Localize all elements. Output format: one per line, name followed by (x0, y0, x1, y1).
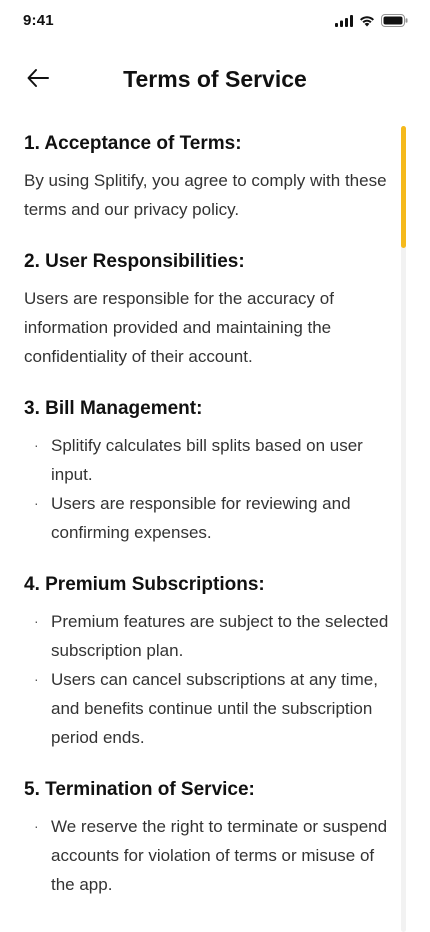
status-bar (0, 0, 430, 44)
bullet-dot: · (34, 818, 39, 834)
section-title: 1. Acceptance of Terms: (24, 133, 242, 154)
scrollbar-thumb[interactable] (401, 126, 406, 248)
list-item (24, 431, 394, 489)
status-icons (335, 14, 408, 27)
bullet-text: Users can cancel subscriptions at any time, and benefits continue until the subscription period ends. (51, 670, 378, 747)
section-acceptance (24, 126, 394, 224)
list-item (24, 607, 394, 665)
section-text: By using Splitify, you agree to comply with these terms and our privacy policy. (24, 171, 387, 219)
list-item (24, 812, 394, 899)
status-time: 9:41 (23, 12, 54, 29)
bullet-dot: · (34, 671, 39, 687)
header (0, 56, 430, 104)
section-title: 5. Termination of Service: (24, 779, 255, 800)
cellular-signal-icon (335, 15, 353, 27)
page-title: Terms of Service (123, 66, 307, 92)
bullet-dot: · (34, 437, 39, 453)
bullet-list (24, 607, 394, 752)
section-premium-subscriptions (24, 567, 394, 752)
bullet-text: We reserve the right to terminate or suspend accounts for violation of terms or misuse of the app. (51, 817, 388, 894)
section-text: Users are responsible for the accuracy of information provided and maintaining the confidentiality of their account. (24, 289, 334, 366)
section-title: 2. User Responsibilities: (24, 251, 245, 272)
section-title: 3. Bill Management: (24, 398, 203, 419)
bullet-dot: · (34, 613, 39, 629)
bullet-dot: · (34, 495, 39, 511)
list-item (24, 665, 394, 752)
bullet-text: Splitify calculates bill splits based on user input. (51, 436, 363, 484)
terms-content[interactable] (24, 126, 394, 932)
list-item (24, 489, 394, 547)
section-user-responsibilities (24, 244, 394, 371)
section-termination (24, 772, 394, 899)
battery-icon (381, 14, 408, 27)
bullet-text: Premium features are subject to the selected subscription plan. (51, 612, 389, 660)
section-bill-management (24, 391, 394, 547)
section-title: 4. Premium Subscriptions: (24, 574, 265, 595)
wifi-icon (359, 15, 375, 27)
bullet-list (24, 431, 394, 547)
bullet-text: Users are responsible for reviewing and confirming expenses. (51, 494, 351, 542)
bullet-list (24, 812, 394, 899)
scrollbar-track[interactable] (401, 126, 406, 932)
